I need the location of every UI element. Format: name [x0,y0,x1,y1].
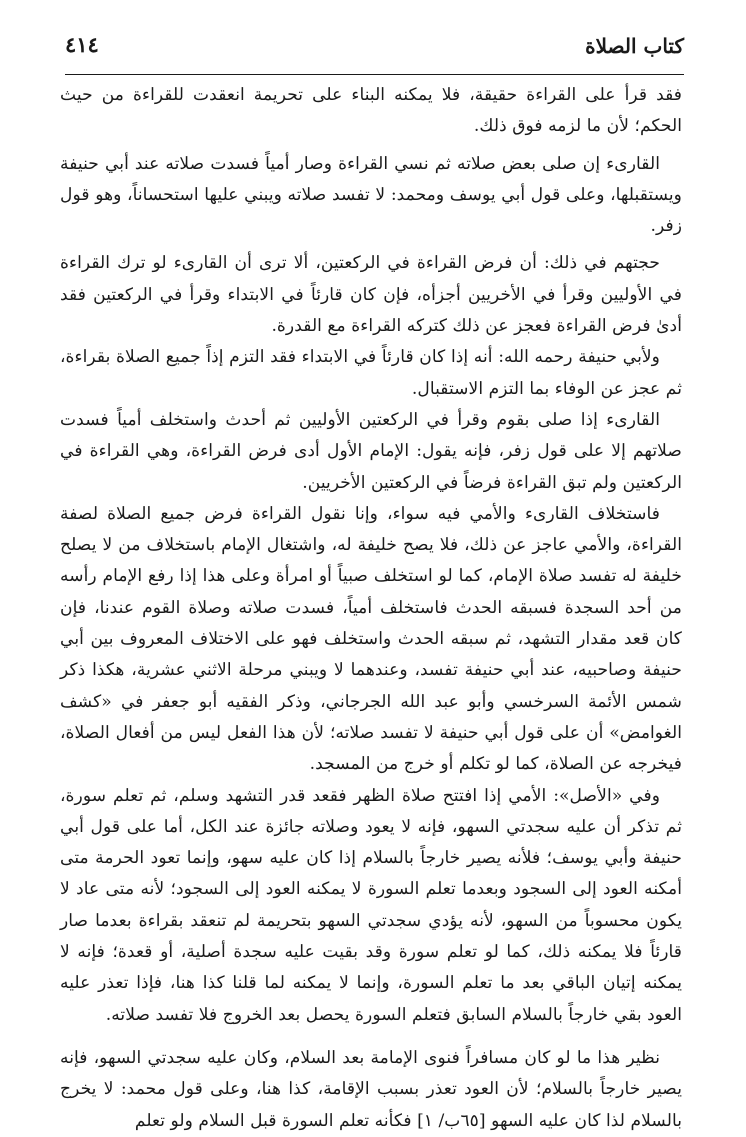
paragraph: حجتهم في ذلك: أن فرض القراءة في الركعتين، ألا ترى أن القارىء لو ترك القراءة في الأوليين وقرأ في الأخريين أجزأه، فإن كان قارئاً في الابتداء وقرأ في الركعتين فقد أدىٰ فرض القراءة فعجز عن ذلك كتركه القراءة مع القدرة. [60,253,682,337]
page-number: ٤١٤ [65,32,99,57]
paragraph: ولأبي حنيفة رحمه الله: أنه إذا كان قارئاً في الابتداء فقد التزم إذاً جميع الصلاة بقراءة، ثم عجز عن الوفاء بما التزم الاستقبال. [60,347,682,399]
paragraph: القارىء إذا صلى بقوم وقرأ في الركعتين الأوليين ثم أحدث واستخلف أمياً فسدت صلاتهم إلا على قول زفر، فإنه يقول: الإمام الأول أدى فرض القراءة، وهي القراءة في الركعتين ولم تبق القراءة فرضاً في الركعتين الأخريين. [60,409,682,493]
paragraph: نظير هذا ما لو كان مسافراً فنوى الإمامة بعد السلام، وكان عليه سجدتي السهو، فإنه يصير خارجاً بالسلام؛ لأن العود تعذر بسبب الإقامة، كذا هنا، وعلى قول محمد: لا يخرج بالسلام لذا كان عليه السهو [٦٥ب/ ١] فكأنه تعلم السورة قبل السلام ولو تعلم [60,1047,682,1131]
header-divider [65,74,684,75]
body-text [60,80,682,1137]
paragraph: القارىء إن صلى بعض صلاته ثم نسي القراءة وصار أمياً فسدت صلاته عند أبي حنيفة ويستقبلها، وعلى قول أبي يوسف ومحمد: لا تفسد صلاته ويبني عليها استحساناً، وهو قول زفر. [60,153,682,237]
paragraph: فاستخلاف القارىء والأمي فيه سواء، وإنا نقول القراءة فرض جميع الصلاة لصفة القراءة، والأمي عاجز عن ذلك، فلا يصح خليفة له، واشتغال الإمام باستخلاف من لا يصلح خليفة له تفسد صلاة الإمام، كما لو استخلف صبياً أو امرأة وعلى هذا إذا رفع الإمام رأسه من أحد السجدة فسبقه الحدث فاستخلف أمياً، فسدت صلاته وصلاة القوم عندنا، فإن كان قعد مقدار التشهد، ثم سبقه الحدث واستخلف فهو على الاختلاف المعروف بين أبي حنيفة وصاحبيه، عند أبي حنيفة تفسد، وعندهما لا ويبني مرحلة الاثني عشرية، هكذا ذكر شمس الأئمة السرخسي وأبو عبد الله الجرجاني، وذكر الفقيه أبو جعفر في «كشف الغوامض» أن على قول أبي حنيفة لا تفسد صلاته؛ لأن هذا الفعل ليس من أفعال الصلاة، فيخرجه عن الصلاة، كما لو تكلم أو خرج من المسجد. [60,503,682,775]
paragraph: وفي «الأصل»: الأمي إذا افتتح صلاة الظهر فقعد قدر التشهد وسلم، ثم تعلم سورة، ثم تذكر أن عليه سجدتي السهو، فإنه لا يعود وصلاته جائزة عند الكل، أما على قول أبي حنيفة وأبي يوسف؛ فلأنه يصير خارجاً بالسلام إذا كان عليه سهو، وإنما تعود الحرمة متى أمكنه العود إلى السجود وبعدما تعلم السورة لا يمكنه العود إلى السجود؛ لأنه متى عاد لا يكون محسوباً من السهو، لأنه يؤدي سجدتي السهو بتحريمة لم تنعقد بقراءة بعدما صار قارئاً فلا يمكنه ذلك، كما لو تعلم سورة وقد بقيت عليه سجدة أصلية، أو قعدة؛ فإنه لا يمكنه إتيان الباقي بعد ما تعلم السورة، وإنما لا يمكنه لما قلنا كذا هنا، فإذا تعذر عليه العود بقي خارجاً بالسلام السابق فتعلم السورة يحصل بعد الخروج فلا تفسد صلاته. [60,785,682,1025]
page-header [65,30,684,70]
paragraph: فقد قرأ على القراءة حقيقة، فلا يمكنه البناء على تحريمة انعقدت للقراءة من حيث الحكم؛ لأن ما لزمه فوق ذلك. [60,85,682,137]
book-title: كتاب الصلاة [585,34,684,58]
